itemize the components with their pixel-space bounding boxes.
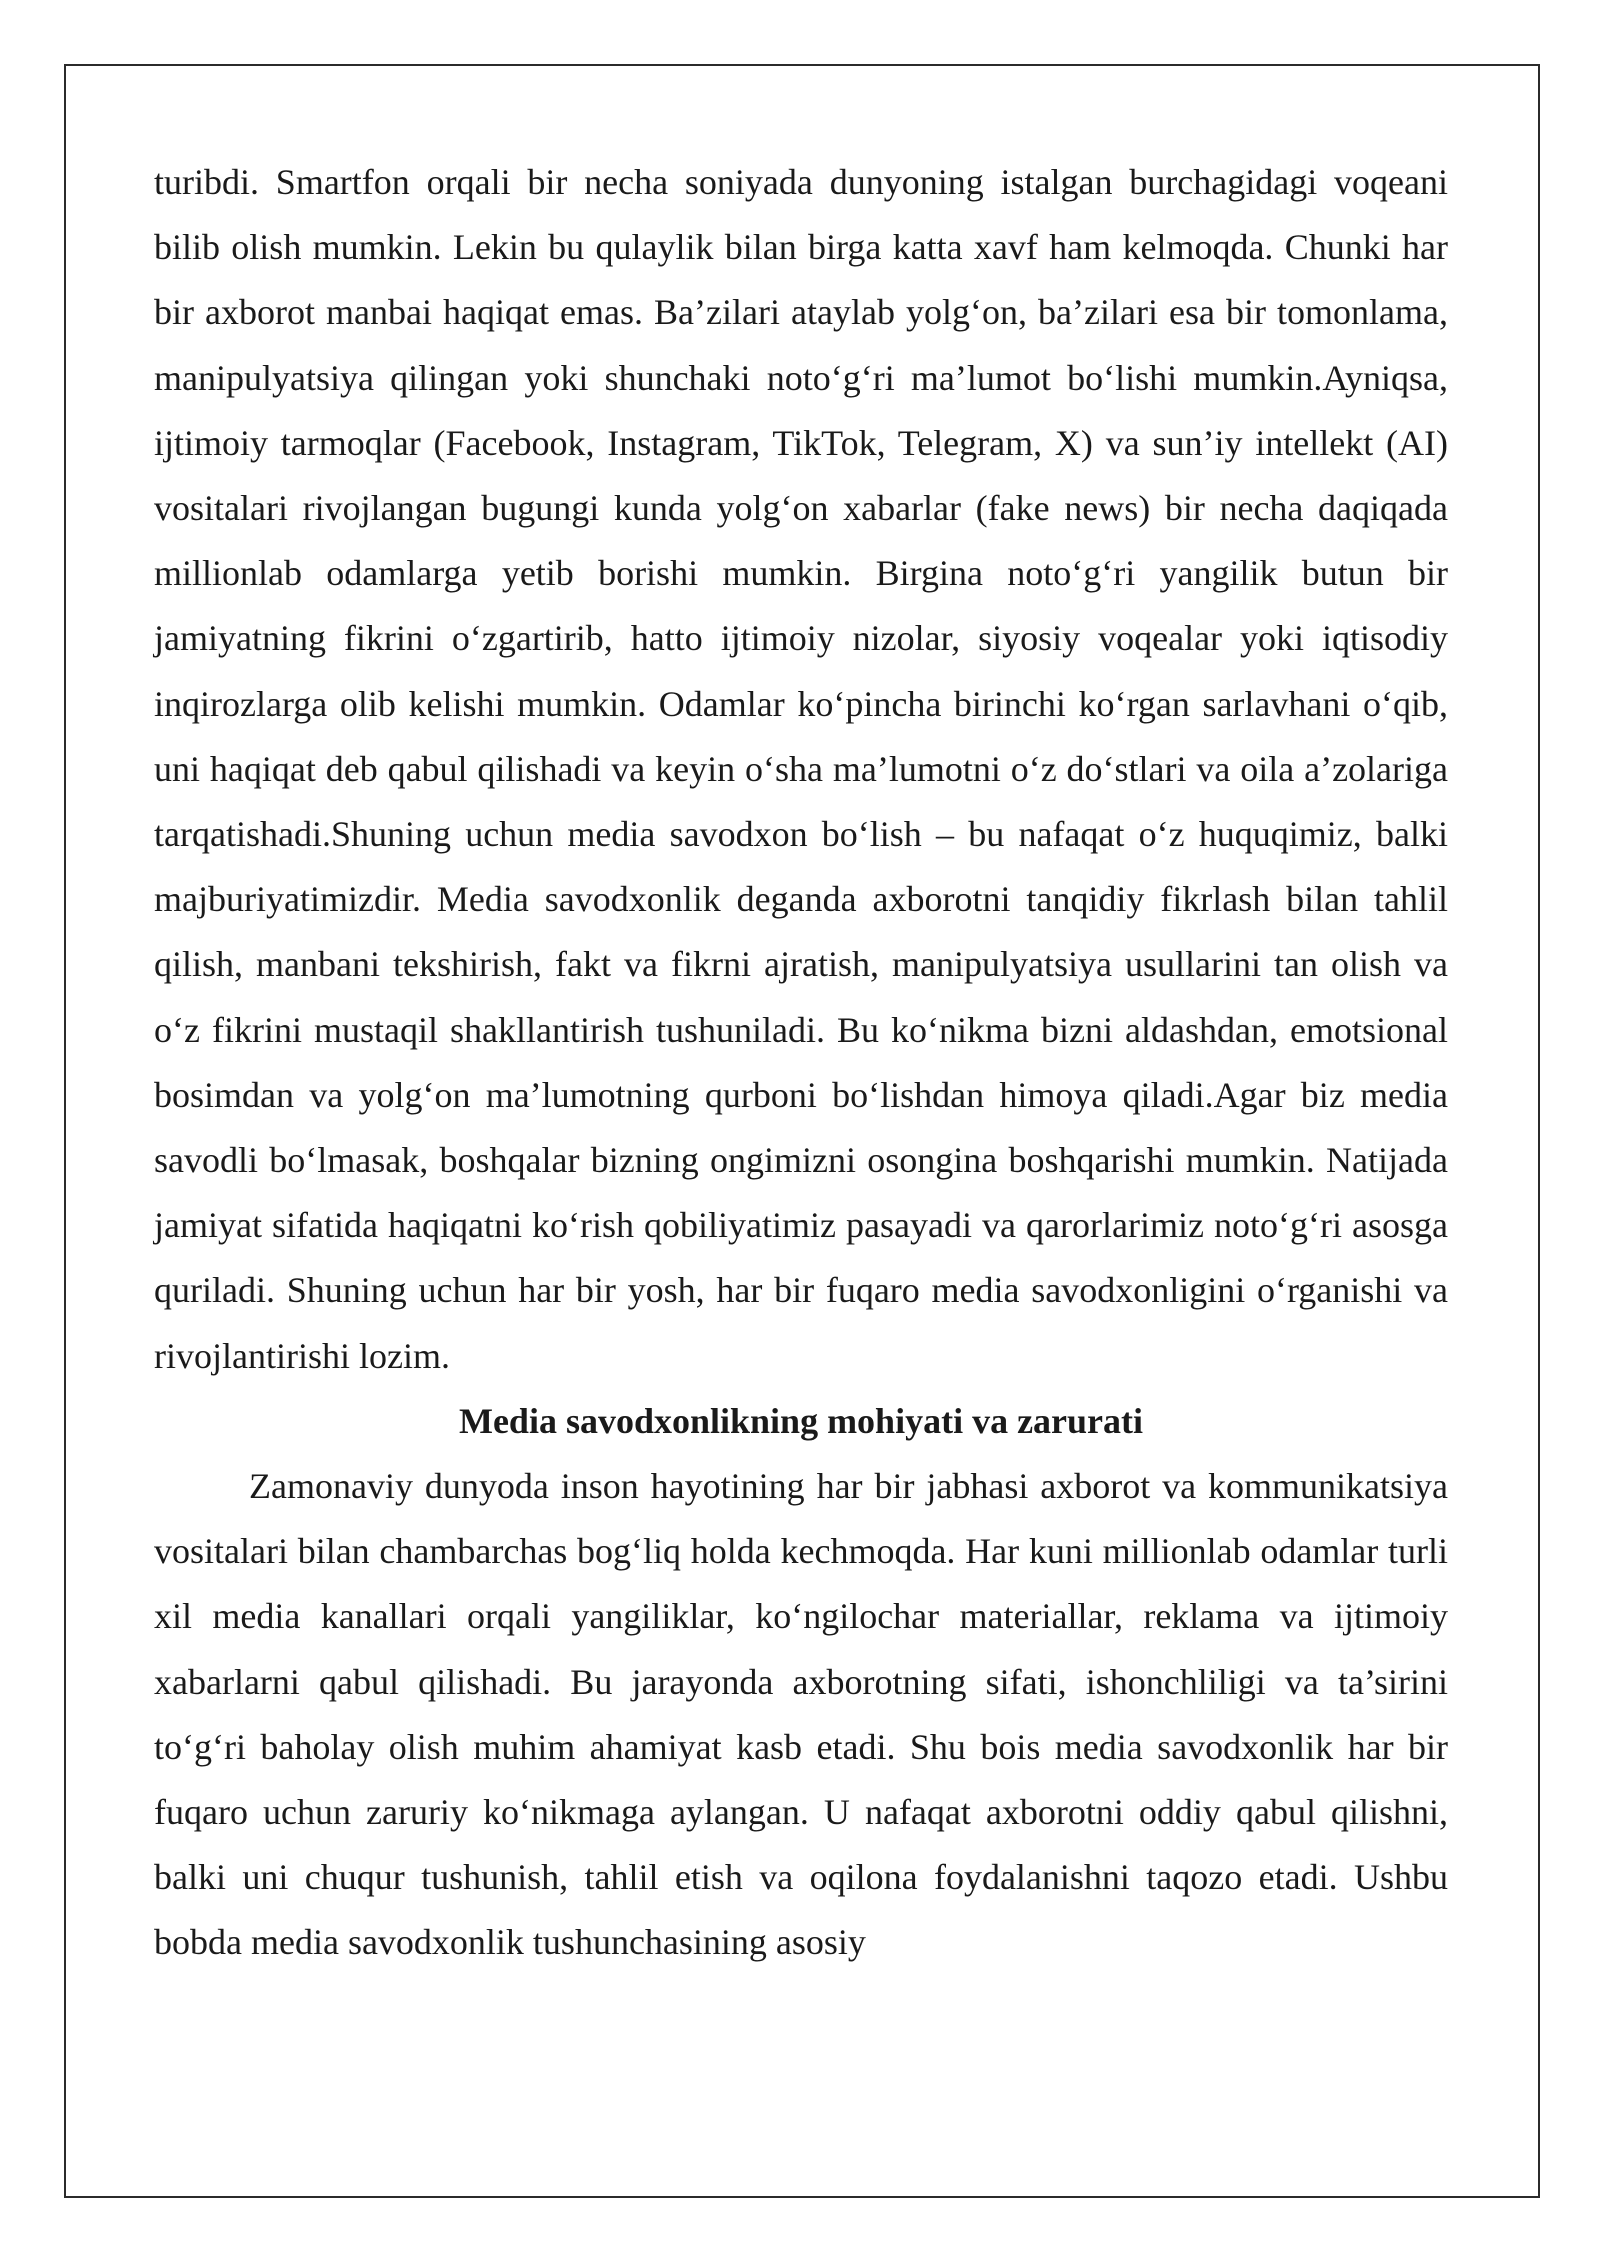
section-heading: Media savodxonlikning mohiyati va zarurati <box>458 1400 1144 1441</box>
document-body <box>154 150 1448 1976</box>
body-paragraph: turibdi. Smartfon orqali bir necha soniyada dunyoning istalgan burchagidagi voqeani bilib olish mumkin. Lekin bu qulaylik bilan birga katta xavf ham kelmoqda. Chunki har bir axborot manbai haqiqat emas. Ba’zilari ataylab yolg‘on, ba’zilari esa bir tomonlama, manipulyatsiya qilingan yoki shunchaki noto‘g‘ri ma’lumot bo‘lishi mumkin.Ayniqsa, ijtimoiy tarmoqlar (Facebook, Instagram, TikTok, Telegram, X) va sun’iy intellekt (AI) vositalari rivojlangan bugungi kunda yolg‘on xabarlar (fake news) bir necha daqiqada millionlab odamlarga yetib borishi mumkin. Birgina noto‘g‘ri yangilik butun bir jamiyatning fikrini o‘zgartirib, hatto ijtimoiy nizolar, siyosiy voqealar yoki iqtisodiy inqirozlarga olib kelishi mumkin. Odamlar ko‘pincha birinchi ko‘rgan sarlavhani o‘qib, uni haqiqat deb qabul qilishadi va keyin o‘sha ma’lumotni o‘z do‘stlari va oila a’zolariga tarqatishadi.Shuning uchun media savodxon bo‘lish – bu nafaqat o‘z huquqimiz, balki majburiyatimizdir. Media savodxonlik deganda axborotni tanqidiy fikrlash bilan tahlil qilish, manbani tekshirish, fakt va fikrni ajratish, manipulyatsiya usullarini tan olish va o‘z fikrini mustaqil shakllantirish tushuniladi. Bu ko‘nikma bizni aldashdan, emotsional bosimdan va yolg‘on ma’lumotning qurboni bo‘lishdan himoya qiladi.Agar biz media savodli bo‘lmasak, boshqalar bizning ongimizni osongina boshqarishi mumkin. Natijada jamiyat sifatida haqiqatni ko‘rish qobiliyatimiz pasayadi va qarorlarimiz noto‘g‘ri asosga quriladi. Shuning uchun har bir yosh, har bir fuqaro media savodxonligini o‘rganishi va rivojlantirishi lozim. <box>154 162 1448 1376</box>
body-paragraph: Zamonaviy dunyoda inson hayotining har bir jabhasi axborot va kommunikatsiya vositalari bilan chambarchas bog‘liq holda kechmoqda. Har kuni millionlab odamlar turli xil media kanallari orqali yangiliklar, ko‘ngilochar materiallar, reklama va ijtimoiy xabarlarni qabul qilishadi. Bu jarayonda axborotning sifati, ishonchliligi va ta’sirini to‘g‘ri baholay olish muhim ahamiyat kasb etadi. Shu bois media savodxonlik har bir fuqaro uchun zaruriy ko‘nikmaga aylangan. U nafaqat axborotni oddiy qabul qilishni, balki uni chuqur tushunish, tahlil etish va oqilona foydalanishni taqozo etadi. Ushbu bobda media savodxonlik tushunchasining asosiy <box>154 1466 1448 1963</box>
